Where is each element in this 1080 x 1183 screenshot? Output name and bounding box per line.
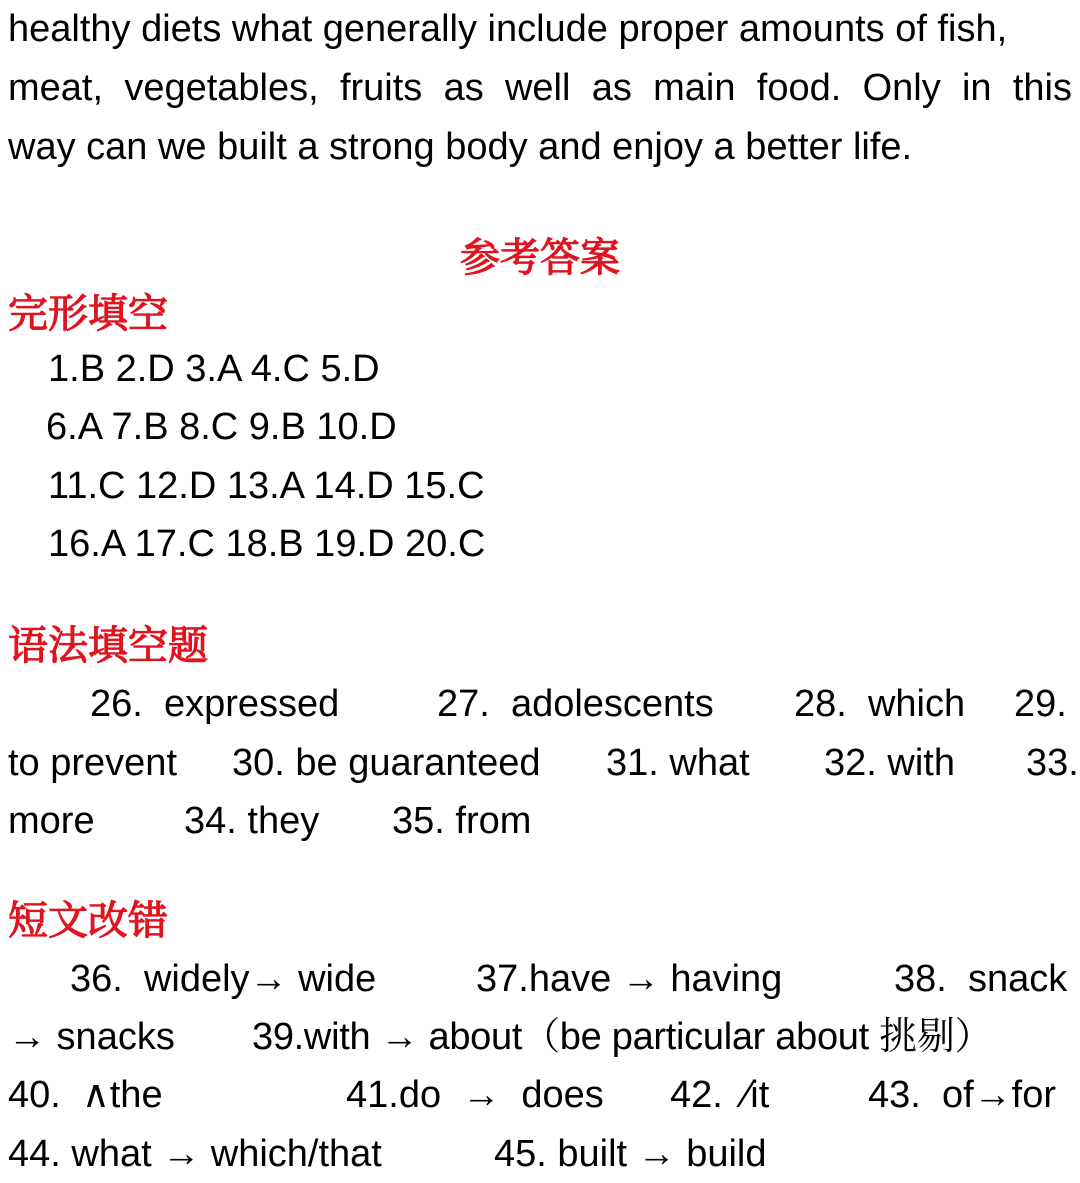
cloze-heading: 完形填空	[8, 290, 168, 337]
correction-answer: 41.do → does	[346, 1074, 604, 1116]
correction-answer: 37.have → having	[476, 958, 783, 1000]
intro-word: vegetables,	[124, 67, 319, 109]
grammar-answer: 34. they	[184, 800, 320, 842]
intro-line-3	[8, 118, 1072, 176]
correction-answer: 39.with → about（be particular about 挑剔）	[252, 1016, 993, 1058]
grammar-answer: 33.	[1026, 742, 1079, 784]
intro-word: this	[1012, 67, 1072, 109]
grammar-answer: 29.	[1014, 683, 1067, 725]
intro-word: Only	[862, 67, 941, 109]
intro-word: in	[961, 67, 992, 109]
cloze-row: 11.C 12.D 13.A 14.D 15.C	[48, 465, 485, 507]
correction-answer: 36. widely→ wide	[70, 958, 377, 1000]
grammar-answer: 31. what	[606, 742, 750, 784]
grammar-answer: 32. with	[824, 742, 955, 784]
correction-heading: 短文改错	[8, 897, 168, 944]
correction-answer: 40. ∧the	[8, 1074, 163, 1116]
grammar-answer: to prevent	[8, 742, 177, 784]
grammar-heading: 语法填空题	[8, 622, 208, 669]
intro-word: as	[591, 67, 632, 109]
cloze-row: 1.B 2.D 3.A 4.C 5.D	[48, 348, 380, 390]
correction-answer: 43. of→for	[868, 1074, 1056, 1116]
grammar-answer: 35. from	[392, 800, 532, 842]
correction-answer: 42. ∕it	[670, 1074, 770, 1116]
grammar-answer: 28. which	[794, 683, 966, 725]
intro-word: meat,	[8, 67, 104, 109]
grammar-answer: 30. be guaranteed	[232, 742, 541, 784]
answer-key-title: 参考答案	[460, 234, 620, 281]
intro-word: well	[504, 67, 571, 109]
intro-text: healthy diets what generally include proper amounts of fish,	[8, 8, 1008, 50]
cloze-row: 16.A 17.C 18.B 19.D 20.C	[48, 523, 486, 565]
intro-line-2	[8, 59, 1072, 117]
intro-text: way can we built a strong body and enjoy a better life.	[8, 126, 913, 168]
intro-word: as	[443, 67, 484, 109]
cloze-row: 6.A 7.B 8.C 9.B 10.D	[46, 406, 397, 448]
grammar-answer: 27. adolescents	[437, 683, 714, 725]
intro-word: main	[653, 67, 736, 109]
grammar-answer: more	[8, 800, 95, 842]
correction-answer: → snacks	[8, 1016, 175, 1058]
grammar-answer: 26. expressed	[90, 683, 340, 725]
intro-word: fruits	[339, 67, 423, 109]
correction-answer: 45. built → build	[494, 1133, 767, 1175]
intro-line-1	[8, 0, 1072, 58]
correction-answer: 38. snack	[894, 958, 1068, 1000]
correction-answer: 44. what → which/that	[8, 1133, 382, 1175]
intro-word: food.	[756, 67, 842, 109]
